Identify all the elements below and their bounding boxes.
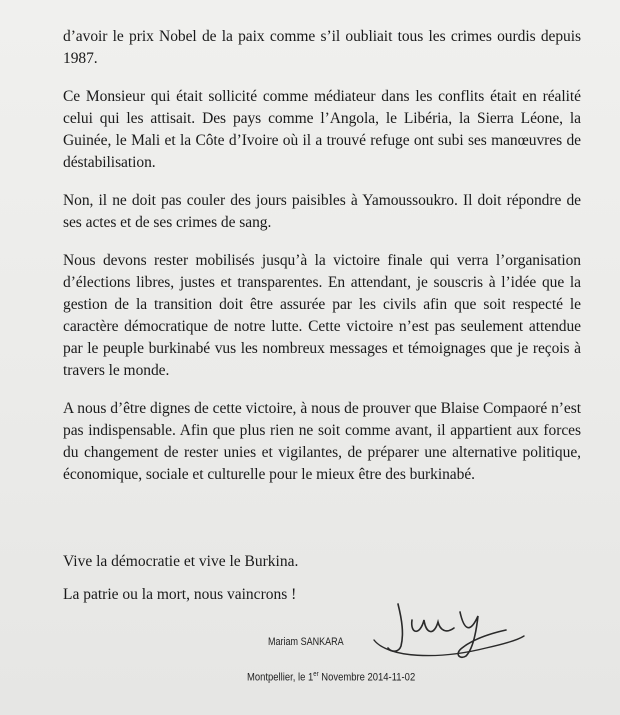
paragraph-victory: A nous d’être dignes de cette victoire, à nous de prouver que Blaise Compaoré n’est pas indispensable. Afin que plus rien ne soit comme avant, il appartient aux forces du changement de rester unies et vigilantes, de préparer une alternative politique, économique, sociale et culturelle pour le mieux être des burkinabé. bbox=[63, 400, 581, 483]
place-date-prefix: Montpellier, le 1 bbox=[247, 671, 314, 684]
place-date-ordinal: er bbox=[313, 671, 319, 678]
place-date-suffix: Novembre 2014-11-02 bbox=[318, 671, 416, 684]
paragraph-yamoussoukro: Non, il ne doit pas couler des jours paisibles à Yamoussoukro. Il doit répondre de ses actes et de ses crimes de sang. bbox=[63, 192, 581, 231]
paragraph-mediator: Ce Monsieur qui était sollicité comme médiateur dans les conflits était en réalité celui qui les attisait. Des pays comme l’Angola, le Libéria, la Sierra Léone, la Guinée, le Mali et la Côte d’Ivoire où il a trouvé refuge ont subi ses manœuvres de déstabilisation. bbox=[63, 88, 581, 171]
paragraph-nobel: d’avoir le prix Nobel de la paix comme s’il oubliait tous les crimes ourdis depuis 1987. bbox=[63, 28, 581, 67]
place-and-date bbox=[247, 671, 415, 684]
paragraph-mobilisation: Nous devons rester mobilisés jusqu’à la victoire finale qui verra l’organisation d’élections libres, justes et transparentes. En attendant, je souscris à l’idée que la gestion de la transition doit être assurée par les civils afin que soit respecté le caractère démocratique de notre lutte. Cette victoire n’est pas seulement attendue par le peuple burkinabé vus les nombreux messages et témoignages que je reçois à travers le monde. bbox=[63, 252, 581, 379]
closing-line-patrie: La patrie ou la mort, nous vaincrons ! bbox=[63, 586, 297, 603]
letter-body bbox=[63, 26, 581, 502]
signatory-name: Mariam SANKARA bbox=[268, 636, 344, 648]
closing-line-democracy: Vive la démocratie et vive le Burkina. bbox=[63, 553, 299, 570]
handwritten-signature bbox=[368, 590, 528, 660]
